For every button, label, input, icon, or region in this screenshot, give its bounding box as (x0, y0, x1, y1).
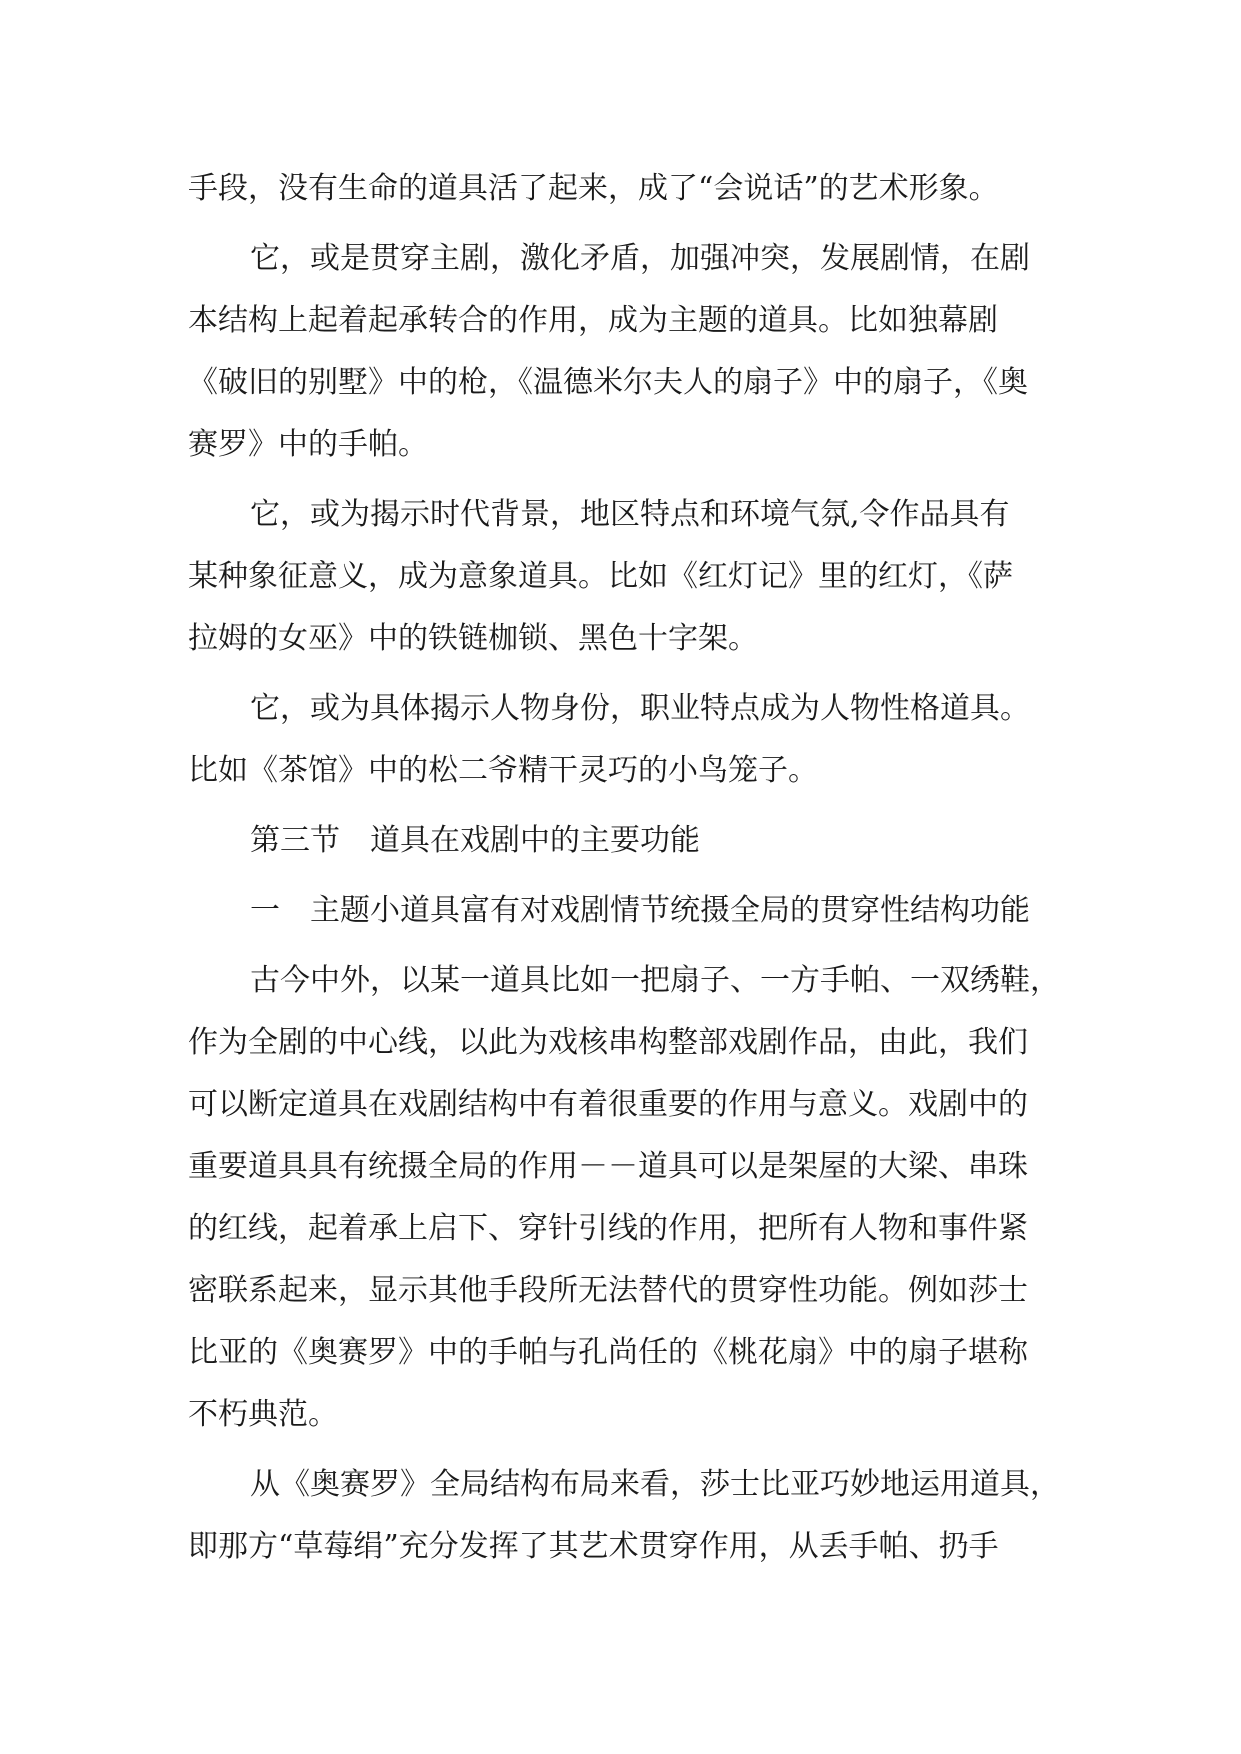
text-line: 密联系起来，显示其他手段所无法替代的贯穿性功能。例如莎士 (188, 1273, 1028, 1308)
text-line: 本结构上起着起承转合的作用，成为主题的道具。比如独幕剧 (188, 303, 998, 338)
text-line: 《破旧的别墅》中的枪，《温德米尔夫人的扇子》中的扇子，《奥 (188, 365, 1028, 400)
text-line: 手段，没有生命的道具活了起来，成了“会说话”的艺术形象。 (188, 171, 999, 206)
body-text (188, 158, 1068, 1578)
text-line: 可以断定道具在戏剧结构中有着很重要的作用与意义。戏剧中的 (188, 1087, 1028, 1122)
text-line: 的红线，起着承上启下、穿针引线的作用，把所有人物和事件紧 (188, 1211, 1028, 1246)
text-line: 古今中外，以某一道具比如一把扇子、一方手帕、一双绣鞋， (250, 963, 1060, 998)
text-line: 即那方“草莓绢”充分发挥了其艺术贯穿作用，从丢手帕、扔手 (188, 1529, 999, 1564)
text-line: 从《奥赛罗》全局结构布局来看，莎士比亚巧妙地运用道具， (250, 1467, 1060, 1502)
text-line: 拉姆的女巫》中的铁链枷锁、黑色十字架。 (188, 621, 758, 656)
text-line: 比如《茶馆》中的松二爷精干灵巧的小鸟笼子。 (188, 753, 818, 788)
text-line: 某种象征意义，成为意象道具。比如《红灯记》里的红灯，《萨 (188, 559, 1013, 594)
text-line: 不朽典范。 (188, 1397, 338, 1432)
text-line: 它，或是贯穿主剧，激化矛盾，加强冲突，发展剧情，在剧 (250, 241, 1030, 276)
text-line: 比亚的《奥赛罗》中的手帕与孔尚任的《桃花扇》中的扇子堪称 (188, 1335, 1028, 1370)
section-heading: 第三节 道具在戏剧中的主要功能 (250, 823, 700, 858)
text-line: 赛罗》中的手帕。 (188, 427, 428, 462)
text-line: 它，或为揭示时代背景，地区特点和环境气氛,令作品具有 (250, 497, 1010, 532)
text-line: 重要道具具有统摄全局的作用－－道具可以是架屋的大梁、串珠 (188, 1149, 1028, 1184)
text-line: 它，或为具体揭示人物身份，职业特点成为人物性格道具。 (250, 691, 1030, 726)
text-line: 作为全剧的中心线，以此为戏核串构整部戏剧作品，由此，我们 (188, 1025, 1028, 1060)
subsection-heading: 一 主题小道具富有对戏剧情节统摄全局的贯穿性结构功能 (250, 893, 1030, 928)
